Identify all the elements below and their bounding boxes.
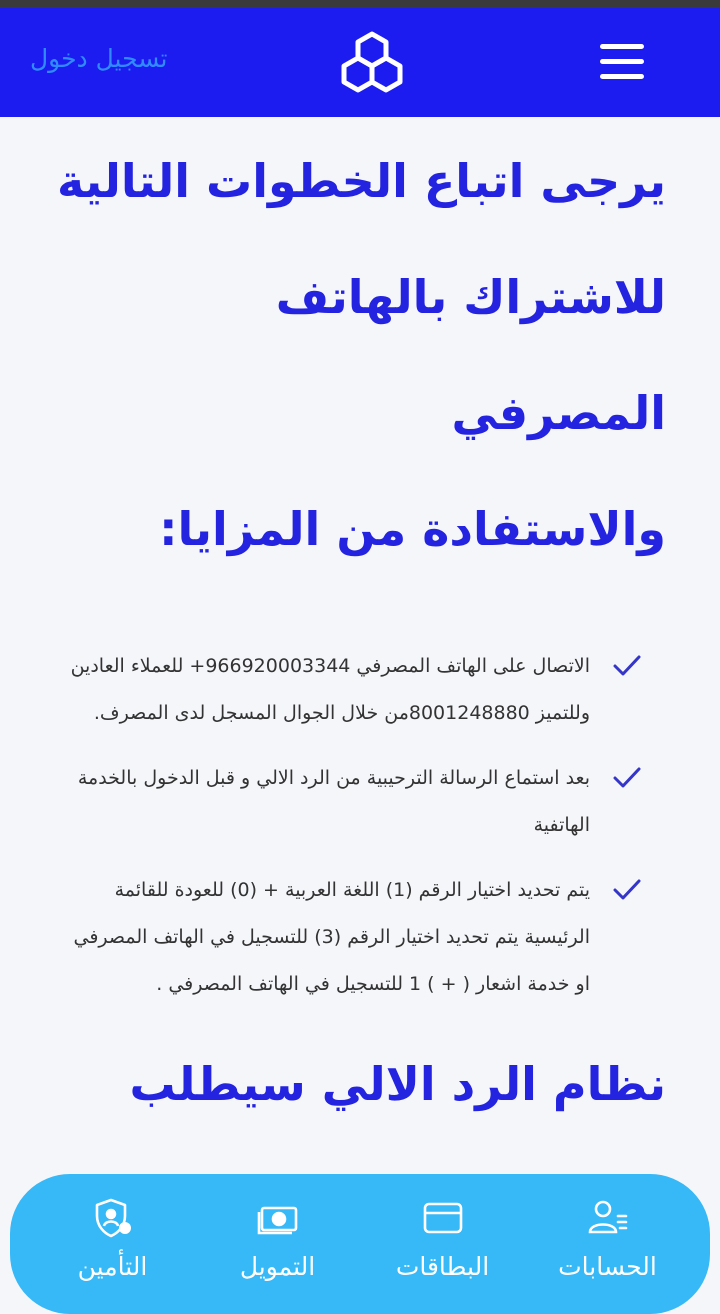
page-heading <box>50 123 666 587</box>
section-heading: نظام الرد الالي سيطلب <box>129 1057 666 1111</box>
accounts-icon <box>586 1196 630 1240</box>
nav-label: التمويل <box>239 1252 316 1281</box>
insurance-shield-icon <box>91 1196 135 1240</box>
heading-line: يرجى اتباع الخطوات التالية <box>56 154 666 208</box>
bank-logo-icon[interactable] <box>340 30 404 94</box>
step-text: الاتصال على الهاتف المصرفي 966920003344+ للعملاء العادين وللتميز 8001248880من خلال الجوال المسجل لدى المصرف. <box>70 655 590 724</box>
money-icon <box>256 1196 300 1240</box>
step-item <box>50 755 666 849</box>
nav-label: البطاقات <box>395 1252 490 1281</box>
card-icon <box>421 1196 465 1240</box>
nav-label: الحسابات <box>558 1252 657 1281</box>
login-link[interactable]: تسجيل دخول <box>30 44 168 73</box>
nav-item-cards[interactable] <box>363 1196 523 1314</box>
hamburger-menu-icon[interactable] <box>600 42 644 82</box>
step-text: بعد استماع الرسالة الترحيبية من الرد الالي و قبل الدخول بالخدمة الهاتفية <box>77 767 590 836</box>
checkmark-icon <box>612 765 642 791</box>
checkmark-icon <box>612 653 642 679</box>
heading-line: للاشتراك بالهاتف المصرفي <box>275 270 666 440</box>
main-content <box>0 117 720 1258</box>
step-item <box>50 643 666 737</box>
nav-item-finance[interactable] <box>198 1196 358 1314</box>
step-item <box>50 867 666 1008</box>
bottom-navigation <box>10 1174 710 1314</box>
nav-item-insurance[interactable] <box>33 1196 193 1314</box>
heading-line: والاستفادة من المزايا: <box>159 502 666 556</box>
app-header <box>0 8 720 117</box>
steps-list <box>50 643 666 1008</box>
nav-item-accounts[interactable] <box>528 1196 688 1314</box>
nav-label: التأمين <box>77 1252 148 1281</box>
step-text: يتم تحديد اختيار الرقم (1) اللغة العربية + (0) للعودة للقائمة الرئيسية يتم تحديد اختيار الرقم (3) للتسجيل في الهاتف المصرفي او خدمة اشعار ( + ) 1 للتسجيل في الهاتف المصرفي . <box>73 879 590 995</box>
checkmark-icon <box>612 877 642 903</box>
status-bar <box>0 0 720 8</box>
